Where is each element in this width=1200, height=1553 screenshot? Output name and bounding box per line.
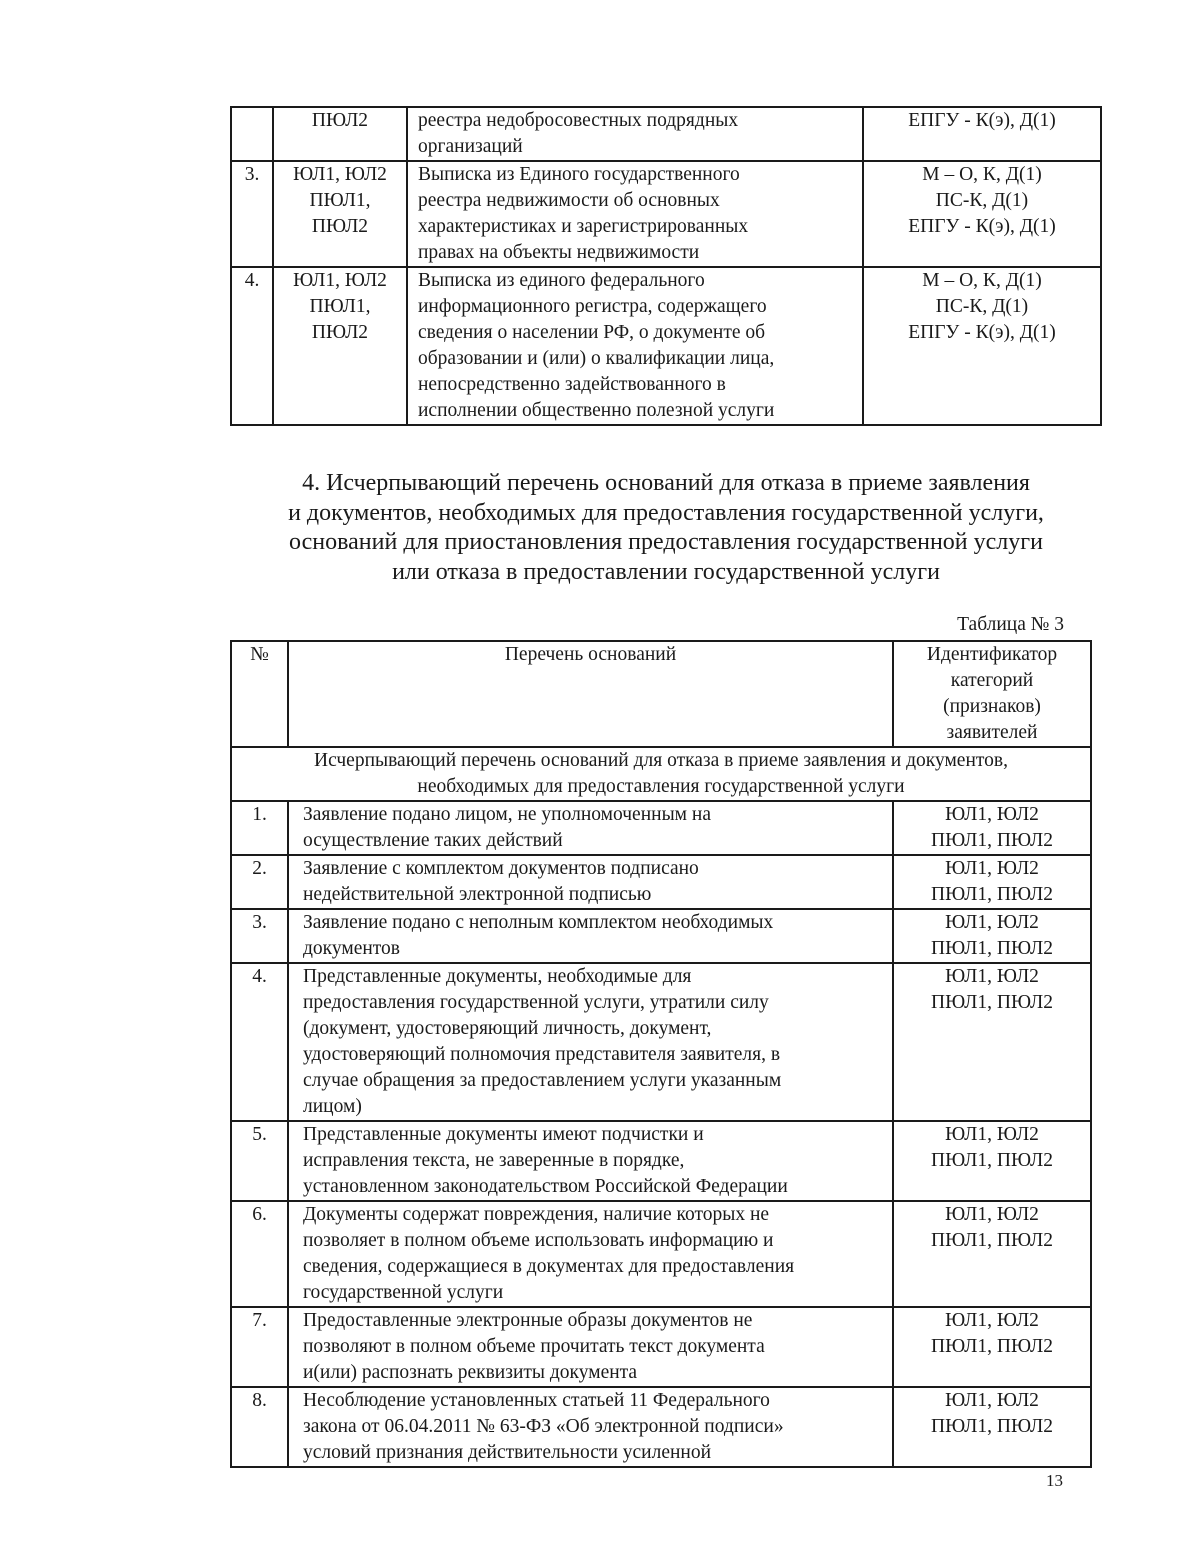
identifier-line: ПЮЛ1, ПЮЛ2 [930, 830, 1053, 851]
submission-methods [863, 267, 1101, 425]
submission-methods [863, 107, 1101, 161]
table-row [231, 855, 1091, 909]
category-line: ПЮЛ2 [311, 322, 369, 343]
refusal-ground [288, 1201, 893, 1307]
ground-line: Предоставленные электронные образы документов не [303, 1310, 753, 1331]
heading-line: 4. Исчерпывающий перечень оснований для отказа в приеме заявления [302, 470, 1030, 496]
documents-table-continuation [230, 106, 1102, 426]
ground-line: сведения, содержащиеся в документах для предоставления [303, 1256, 795, 1277]
applicant-identifiers [893, 1121, 1091, 1201]
document-line: реестра недвижимости об основных [418, 190, 720, 211]
header-applicant-identifier [893, 641, 1091, 747]
ground-line: исправления текста, не заверенные в порядке, [303, 1150, 685, 1171]
ground-line: государственной услуги [303, 1282, 504, 1303]
table-header-row [231, 641, 1091, 747]
identifier-line: ЮЛ1, ЮЛ2 [945, 1124, 1039, 1145]
method-line: ЕПГУ - К(э), Д(1) [908, 110, 1056, 131]
applicant-identifiers [893, 1307, 1091, 1387]
row-number: 3. [231, 161, 273, 267]
method-line: ПС-К, Д(1) [935, 190, 1029, 211]
header-number: № [231, 641, 288, 747]
header-line: Идентификатор [926, 644, 1058, 665]
applicant-identifiers [893, 1387, 1091, 1467]
category-line: ПЮЛ2 [311, 110, 369, 131]
category-line: ПЮЛ2 [311, 216, 369, 237]
table-row [231, 801, 1091, 855]
row-number: 2. [231, 855, 288, 909]
row-number [231, 107, 273, 161]
table-row [231, 1201, 1091, 1307]
ground-line: и(или) распознать реквизиты документа [303, 1362, 638, 1383]
ground-line: позволяет в полном объеме использовать информацию и [303, 1230, 774, 1251]
method-line: ЕПГУ - К(э), Д(1) [908, 322, 1056, 343]
row-number: 6. [231, 1201, 288, 1307]
header-grounds-list: Перечень оснований [288, 641, 893, 747]
refusal-ground [288, 1387, 893, 1467]
refusal-ground [288, 909, 893, 963]
header-line: (признаков) [943, 696, 1041, 717]
table-row [231, 267, 1101, 425]
table-row [231, 107, 1101, 161]
ground-line: предоставления государственной услуги, утратили силу [303, 992, 769, 1013]
row-number: 4. [231, 267, 273, 425]
page-number: 13 [1046, 1471, 1063, 1490]
document-line: организаций [418, 136, 523, 157]
method-line: М – О, К, Д(1) [922, 270, 1042, 291]
document-name [407, 161, 863, 267]
ground-line: условий признания действительности усиленной [303, 1442, 712, 1463]
heading-line: или отказа в предоставлении государственной услуги [392, 558, 940, 585]
identifier-line: ПЮЛ1, ПЮЛ2 [930, 1336, 1053, 1357]
method-line: ПС-К, Д(1) [935, 296, 1029, 317]
category-line: ПЮЛ1, [309, 296, 371, 317]
identifier-line: ЮЛ1, ЮЛ2 [945, 804, 1039, 825]
ground-line: позволяют в полном объеме прочитать текст документа [303, 1336, 765, 1357]
document-line: характеристиках и зарегистрированных [418, 216, 749, 237]
ground-line: (документ, удостоверяющий личность, документ, [303, 1018, 712, 1039]
applicant-identifiers [893, 963, 1091, 1121]
document-line: непосредственно задействованного в [418, 374, 726, 395]
document-name [407, 267, 863, 425]
ground-line: Заявление с комплектом документов подписано [303, 858, 699, 879]
method-line: М – О, К, Д(1) [922, 164, 1042, 185]
category-line: ЮЛ1, ЮЛ2 [293, 270, 387, 291]
refusal-section-subheader [231, 747, 1091, 801]
document-line: исполнении общественно полезной услуги [418, 400, 775, 421]
table-row [231, 963, 1091, 1121]
heading-line: и документов, необходимых для предоставления государственной услуги, [288, 499, 1044, 526]
submission-methods [863, 161, 1101, 267]
identifier-line: ЮЛ1, ЮЛ2 [945, 858, 1039, 879]
category-line: ЮЛ1, ЮЛ2 [293, 164, 387, 185]
ground-line: Представленные документы имеют подчистки и [303, 1124, 704, 1145]
ground-line: документов [303, 938, 401, 959]
ground-line: Представленные документы, необходимые для [303, 966, 692, 987]
ground-line: Заявление подано с неполным комплектом необходимых [303, 912, 774, 933]
identifier-line: ЮЛ1, ЮЛ2 [945, 1310, 1039, 1331]
identifier-line: ПЮЛ1, ПЮЛ2 [930, 884, 1053, 905]
row-number: 1. [231, 801, 288, 855]
ground-line: удостоверяющий полномочия представителя заявителя, в [303, 1044, 781, 1065]
row-number: 5. [231, 1121, 288, 1201]
ground-line: Заявление подано лицом, не уполномоченным на [303, 804, 711, 825]
refusal-ground [288, 1307, 893, 1387]
applicant-categories [273, 161, 407, 267]
identifier-line: ПЮЛ1, ПЮЛ2 [930, 992, 1053, 1013]
subheader-line: Исчерпывающий перечень оснований для отказа в приеме заявления и документов, [314, 750, 1008, 771]
ground-line: установленном законодательством Российской Федерации [303, 1176, 788, 1197]
document-line: сведения о населении РФ, о документе об [418, 322, 766, 343]
method-line: ЕПГУ - К(э), Д(1) [908, 216, 1056, 237]
identifier-line: ЮЛ1, ЮЛ2 [945, 966, 1039, 987]
document-line: Выписка из единого федерального [418, 270, 705, 291]
section-heading [230, 469, 1102, 587]
refusal-ground [288, 1121, 893, 1201]
applicant-identifiers [893, 1201, 1091, 1307]
document-name [407, 107, 863, 161]
heading-line: оснований для приостановления предоставления государственной услуги [289, 529, 1043, 555]
row-number: 8. [231, 1387, 288, 1467]
subheader-line: необходимых для предоставления государственной услуги [417, 776, 905, 797]
identifier-line: ПЮЛ1, ПЮЛ2 [930, 1230, 1053, 1251]
refusal-ground [288, 963, 893, 1121]
document-line: правах на объекты недвижимости [418, 242, 700, 263]
identifier-line: ПЮЛ1, ПЮЛ2 [930, 1416, 1053, 1437]
row-number: 4. [231, 963, 288, 1121]
applicant-identifiers [893, 909, 1091, 963]
ground-line: Документы содержат повреждения, наличие которых не [303, 1204, 770, 1225]
identifier-line: ПЮЛ1, ПЮЛ2 [930, 938, 1053, 959]
table-row [231, 1387, 1091, 1467]
category-line: ПЮЛ1, [309, 190, 371, 211]
identifier-line: ЮЛ1, ЮЛ2 [945, 1204, 1039, 1225]
document-line: реестра недобросовестных подрядных [418, 110, 739, 131]
applicant-identifiers [893, 855, 1091, 909]
applicant-categories [273, 107, 407, 161]
table-row [231, 909, 1091, 963]
ground-line: Несоблюдение установленных статьей 11 Федерального [303, 1390, 770, 1411]
document-line: Выписка из Единого государственного [418, 164, 740, 185]
table-row [231, 1307, 1091, 1387]
row-number: 7. [231, 1307, 288, 1387]
ground-line: осуществление таких действий [303, 830, 563, 851]
table-row [231, 1121, 1091, 1201]
table-caption: Таблица № 3 [957, 614, 1064, 635]
identifier-line: ПЮЛ1, ПЮЛ2 [930, 1150, 1053, 1171]
document-line: образовании и (или) о квалификации лица, [418, 348, 775, 369]
table-row [231, 161, 1101, 267]
identifier-line: ЮЛ1, ЮЛ2 [945, 1390, 1039, 1411]
ground-line: лицом) [303, 1096, 362, 1117]
refusal-ground [288, 855, 893, 909]
applicant-categories [273, 267, 407, 425]
row-number: 3. [231, 909, 288, 963]
identifier-line: ЮЛ1, ЮЛ2 [945, 912, 1039, 933]
document-line: информационного регистра, содержащего [418, 296, 767, 317]
ground-line: закона от 06.04.2011 № 63-ФЗ «Об электронной подписи» [303, 1416, 784, 1437]
refusal-grounds-table [230, 640, 1092, 1468]
header-line: категорий [950, 670, 1034, 691]
ground-line: случае обращения за предоставлением услуги указанным [303, 1070, 782, 1091]
table-subheader-row [231, 747, 1091, 801]
header-line: заявителей [946, 722, 1038, 743]
applicant-identifiers [893, 801, 1091, 855]
refusal-ground [288, 801, 893, 855]
ground-line: недействительной электронной подписью [303, 884, 652, 905]
